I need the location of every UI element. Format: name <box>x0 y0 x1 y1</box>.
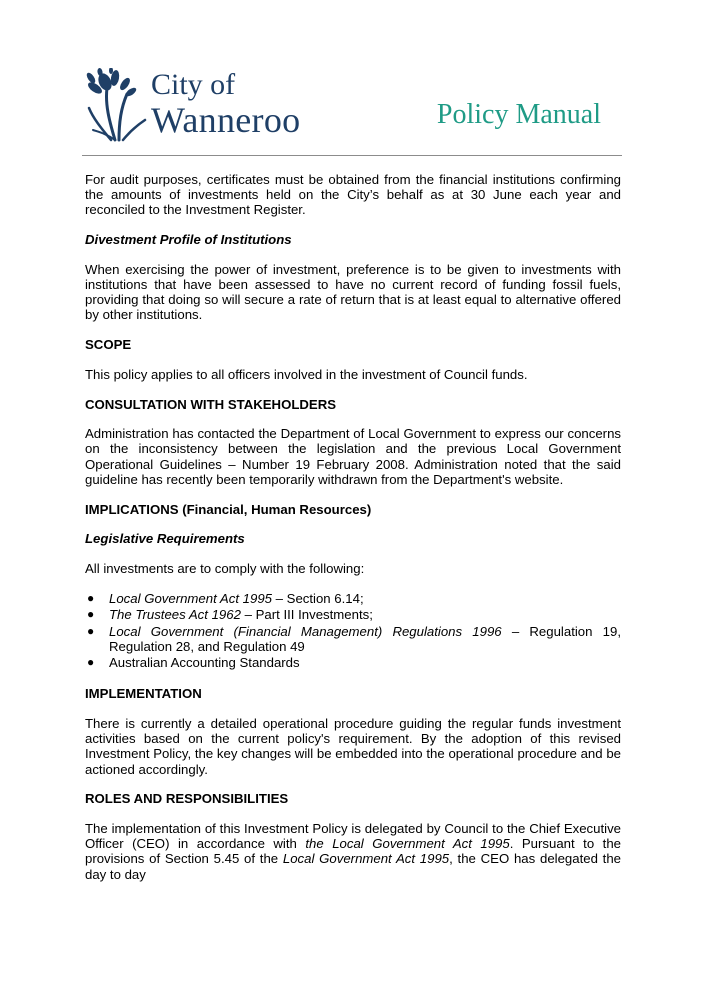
divestment-paragraph: When exercising the power of investment, preference is to be given to investments with institutions that have been assessed to have no current record of funding fossil fuels, providing that doing so will secure a rate of return that is at least equal to alternative offered by other institutions. <box>85 261 621 323</box>
list-item: ● Local Government (Financial Management) Regulations 1996 – Regulation 19, Regulation 28, and Regulation 49 <box>87 623 621 654</box>
policy-manual-title: Policy Manual <box>436 99 601 130</box>
logo-text-line1: City of <box>151 68 236 101</box>
list-item: ● The Trustees Act 1962 – Part III Investments; <box>87 607 373 623</box>
bullet-icon: ● <box>87 590 95 605</box>
legislative-heading: Legislative Requirements <box>85 531 245 547</box>
list-item: ● Australian Accounting Standards <box>87 655 300 671</box>
city-of-wanneroo-logo <box>85 68 335 143</box>
roles-heading: ROLES AND RESPONSIBILITIES <box>85 791 289 807</box>
bullet-icon: ● <box>87 623 95 638</box>
consultation-heading: CONSULTATION WITH STAKEHOLDERS <box>85 396 337 412</box>
scope-paragraph: This policy applies to all officers involved in the investment of Council funds. <box>85 366 528 382</box>
header-divider <box>82 155 622 156</box>
bullet-icon: ● <box>87 607 95 622</box>
implementation-paragraph: There is currently a detailed operational procedure guiding the regular funds investment activities based on the current policy's requirement. By the adoption of this revised Investment Policy, the key changes will be embedded into the operational procedure and be actioned accordingly. <box>85 716 621 777</box>
roles-paragraph: The implementation of this Investment Policy is delegated by Council to the Chief Executive Officer (CEO) in accordance with the Local Government Act 1995. Pursuant to the provisions of Section 5.45 of the Local Government Act 1995, the CEO has delegated the day to day <box>85 821 622 882</box>
implementation-heading: IMPLEMENTATION <box>85 686 202 702</box>
flower-emblem-icon <box>85 68 149 142</box>
legislation-list <box>85 591 621 671</box>
implications-heading: IMPLICATIONS (Financial, Human Resources) <box>85 501 372 517</box>
list-item: ● Local Government Act 1995 – Section 6.14; <box>87 590 364 606</box>
compliance-intro: All investments are to comply with the following: <box>85 560 365 576</box>
divestment-heading: Divestment Profile of Institutions <box>85 232 292 248</box>
audit-paragraph: For audit purposes, certificates must be obtained from the financial institutions confirming the amounts of investments held on the City’s behalf as at 30 June each year and reconciled to the Investment Register. <box>85 172 621 218</box>
scope-heading: SCOPE <box>85 337 132 353</box>
consultation-paragraph: Administration has contacted the Department of Local Government to express our concerns on the inconsistency between the legislation and the previous Local Government Operational Guidelines – Number 19 February 2008. Administration noted that the said guideline has recently been temporarily withdrawn from the Department's website. <box>85 426 621 487</box>
bullet-icon: ● <box>87 655 95 670</box>
logo-text-line2: Wanneroo <box>151 100 301 140</box>
document-body <box>85 172 621 882</box>
